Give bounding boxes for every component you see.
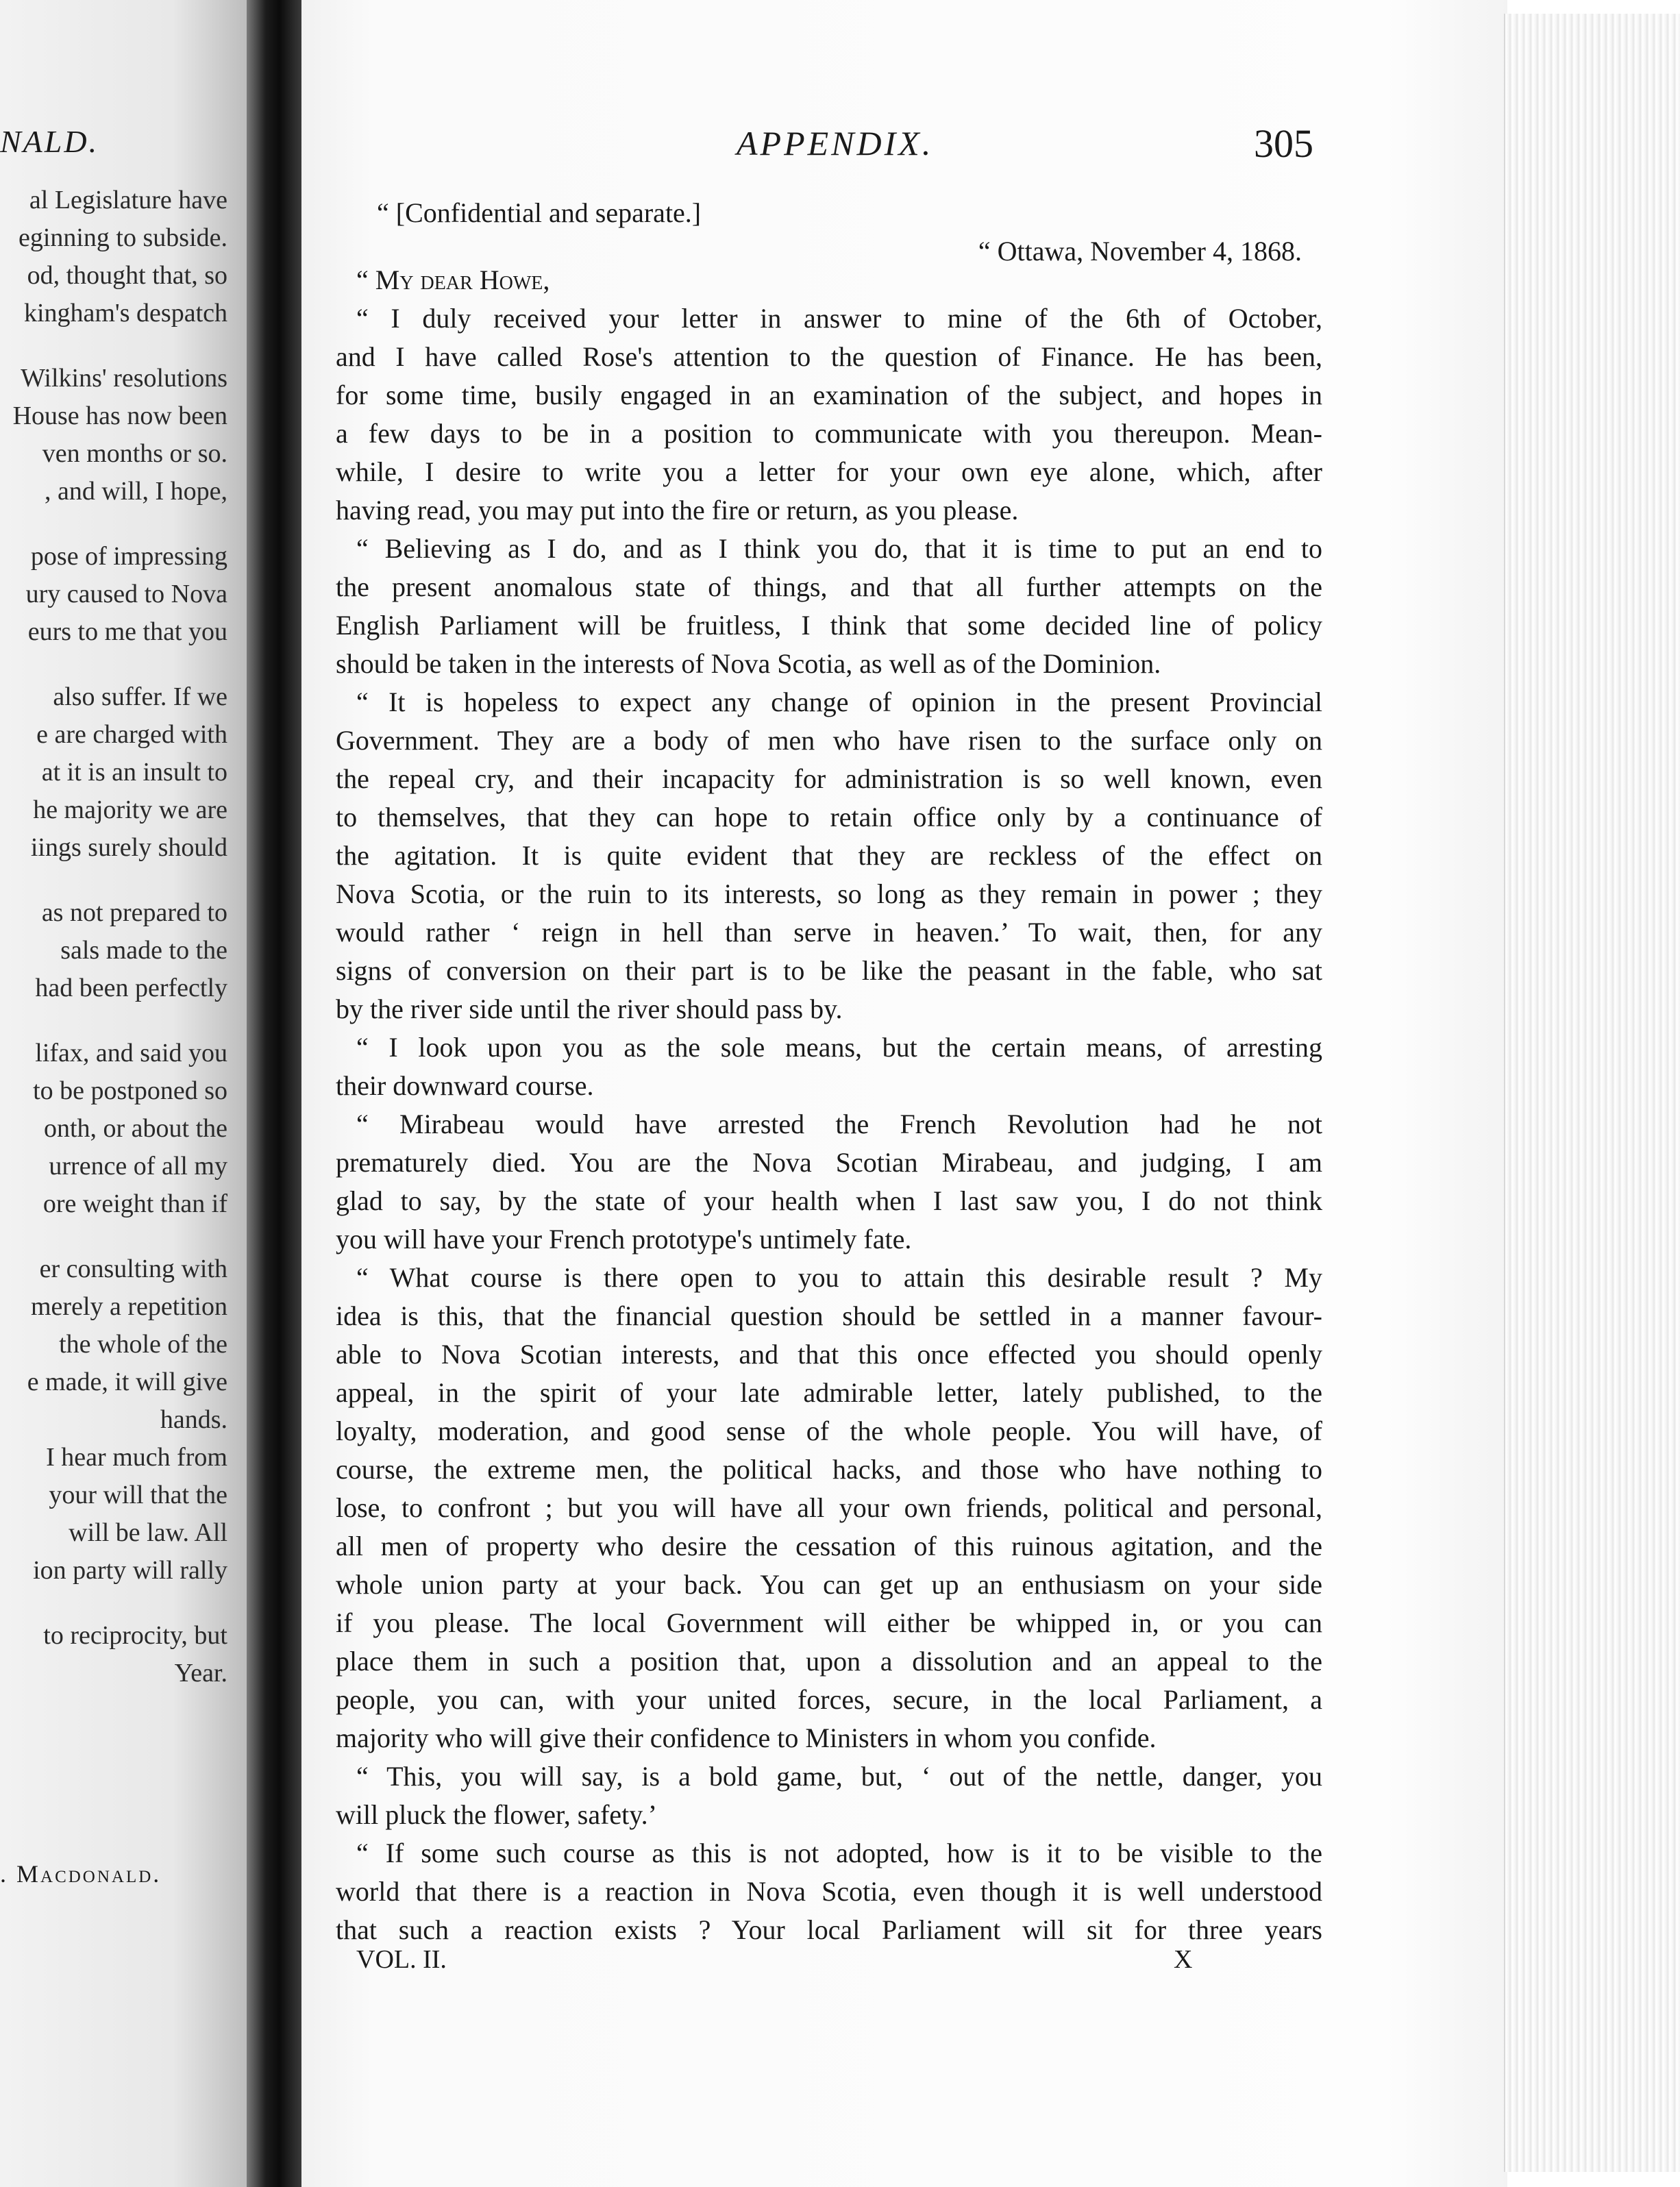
page-number: 305 [1254,121,1313,166]
letter-line: able to Nova Scotian interests, and that this once effected you should openly [336,1339,1322,1370]
letter-line: you will have your French prototype's untimely fate. [336,1224,912,1255]
volume-signature: VOL. II. [356,1945,447,1974]
letter-line: the present anomalous state of things, and that all further attempts on the [336,571,1322,602]
facing-page-signature: . Macdonald. [0,1860,162,1888]
running-head-title: APPENDIX. [737,124,934,162]
facing-page-line: ore weight than if [42,1189,227,1218]
facing-page-line: , and will, I hope, [44,477,227,506]
letter-line: having read, you may put into the fire or return, as you please. [336,495,1019,526]
facing-page-line: Year. [174,1659,227,1688]
letter-line: course, the extreme men, the political hacks, and those who have nothing to [336,1454,1322,1485]
facing-page-line: had been perfectly [35,974,227,1002]
letter-line: English Parliament will be fruitless, I think that some decided line of policy [336,610,1322,641]
facing-page-line: also suffer. If we [53,682,227,711]
facing-page-line: e are charged with [36,720,227,749]
letter-line: “ What course is there open to you to attain this desirable result ? My [356,1262,1322,1293]
letter-line: the agitation. It is quite evident that they are reckless of the effect on [336,840,1322,871]
letter-line: “ Believing as I do, and as I think you do, that it is time to put an end to [356,533,1322,564]
letter-line: place them in such a position that, upon a dissolution and an appeal to the [336,1646,1322,1677]
letter-line: for some time, busily engaged in an examination of the subject, and hopes in [336,380,1322,410]
letter-place-date: “ Ottawa, November 4, 1868. [978,236,1302,267]
letter-line: and I have called Rose's attention to the question of Finance. He has been, [336,341,1322,372]
signature-mark: X [1174,1945,1193,1974]
letter-line: majority who will give their confidence to Ministers in whom you confide. [336,1722,1157,1753]
letter-line: will pluck the flower, safety.’ [336,1799,657,1830]
letter-line: world that there is a reaction in Nova Scotia, even though it is well understood [336,1876,1322,1907]
letter-line: glad to say, by the state of your health when I last saw you, I do not think [336,1185,1322,1216]
book-gutter [247,0,301,2187]
facing-page-line: od, thought that, so [27,261,227,290]
facing-page-line: iings surely should [30,833,227,862]
facing-page-line: sals made to the [60,936,227,965]
letter-line: that such a reaction exists ? Your local Parliament will sit for three years [336,1914,1322,1945]
letter-line: their downward course. [336,1070,594,1101]
letter-line: Government. They are a body of men who have risen to the surface only on [336,725,1322,756]
facing-page-fragment [0,0,247,2187]
letter-line: “ If some such course as this is not adopted, how is it to be visible to the [356,1838,1322,1868]
facing-page-line: to be postponed so [33,1076,227,1105]
letter-line: loyalty, moderation, and good sense of the whole people. You will have, of [336,1416,1322,1446]
facing-page-line: er consulting with [39,1255,227,1283]
facing-page-line: he majority we are [33,795,227,824]
facing-page-line: I hear much from [46,1443,227,1472]
letter-line: if you please. The local Government will either be whipped in, or you can [336,1607,1322,1638]
letter-line: “ I duly received your letter in answer to mine of the 6th of October, [356,303,1322,334]
facing-page-line: merely a repetition [31,1292,227,1321]
letter-line: should be taken in the interests of Nova Scotia, as well as of the Dominion. [336,648,1161,679]
facing-page-line: House has now been [12,401,227,430]
facing-page-line: eurs to me that you [27,617,227,646]
facing-page-line: e made, it will give [27,1368,227,1396]
facing-page-line: ury caused to Nova [25,580,227,608]
facing-page-line: pose of impressing [30,542,227,571]
facing-page-line: Wilkins' resolutions [21,364,227,393]
page-edges [1504,14,1680,2172]
letter-salutation: “ My dear Howe, [356,264,550,295]
letter-line: “ This, you will say, is a bold game, but, ‘ out of the nettle, danger, you [356,1761,1322,1792]
letter-line: “ It is hopeless to expect any change of opinion in the present Provincial [356,687,1322,717]
facing-page-line: lifax, and said you [35,1039,227,1067]
letter-line: while, I desire to write you a letter for your own eye alone, which, after [336,456,1322,487]
letter-line: lose, to confront ; but you will have all your own friends, political and personal, [336,1492,1322,1523]
facing-page-line: the whole of the [59,1330,227,1359]
facing-page-line: to reciprocity, but [43,1621,227,1650]
facing-page-running-head: NALD. [0,124,99,159]
running-head [0,123,1322,164]
facing-page-line: onth, or about the [43,1114,227,1143]
letter-line: whole union party at your back. You can get up an enthusiasm on your side [336,1569,1322,1600]
letter-line: Nova Scotia, or the ruin to its interests, so long as they remain in power ; they [336,878,1322,909]
facing-page-line: eginning to subside. [18,223,227,252]
letter-text [336,299,1322,1949]
letter-line: “ Mirabeau would have arrested the French Revolution had he not [356,1109,1322,1139]
facing-page-line: will be law. All [69,1518,227,1547]
letter-line: by the river side until the river should pass by. [336,993,843,1024]
facing-page-line: as not prepared to [41,898,227,927]
letter-body [336,194,1322,1949]
letter-line: the repeal cry, and their incapacity for administration is so well known, even [336,763,1322,794]
letter-line: a few days to be in a position to communicate with you thereupon. Mean- [336,418,1322,449]
letter-line: “ I look upon you as the sole means, but the certain means, of arresting [356,1032,1322,1063]
facing-page-line: hands. [160,1405,227,1434]
facing-page-line: ion party will rally [33,1556,227,1585]
letter-line: idea is this, that the financial question should be settled in a manner favour- [336,1300,1322,1331]
facing-page-line: urrence of all my [49,1152,227,1181]
letter-line: all men of property who desire the cessation of this ruinous agitation, and the [336,1531,1322,1561]
letter-line: signs of conversion on their part is to be like the peasant in the fable, who sat [336,955,1322,986]
letter-line: would rather ‘ reign in hell than serve in heaven.’ To wait, then, for any [336,917,1322,948]
letter-line: to themselves, that they can hope to retain office only by a continuance of [336,802,1322,832]
facing-page-line: ven months or so. [42,439,227,468]
facing-page-line: al Legislature have [29,186,227,214]
facing-page-line: your will that the [49,1481,227,1509]
letter-line: prematurely died. You are the Nova Scotian Mirabeau, and judging, I am [336,1147,1322,1178]
facing-page-line: at it is an insult to [41,758,227,787]
facing-page-line: kingham's despatch [23,299,227,328]
letter-line: people, you can, with your united forces, secure, in the local Parliament, a [336,1684,1322,1715]
letter-heading: “ [Confidential and separate.] [377,197,702,228]
letter-line: appeal, in the spirit of your late admirable letter, lately published, to the [336,1377,1322,1408]
